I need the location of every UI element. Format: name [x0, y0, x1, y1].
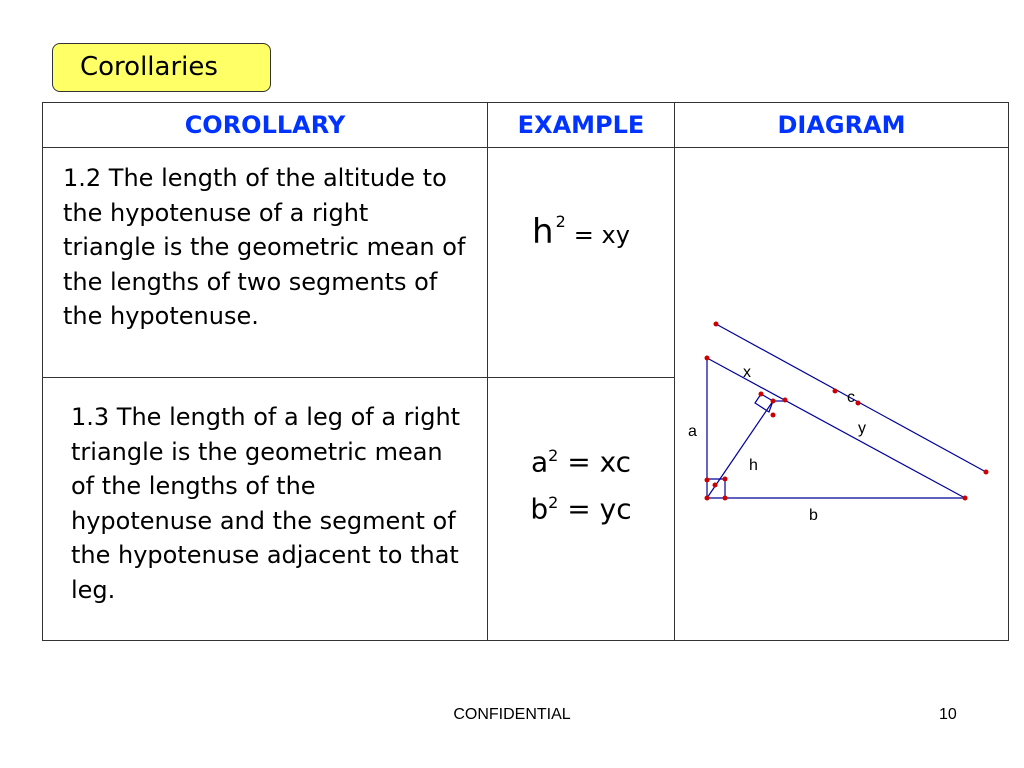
header-example: EXAMPLE [488, 103, 675, 148]
point [713, 483, 718, 488]
example-formula [488, 148, 674, 252]
footer-confidential: CONFIDENTIAL [453, 706, 571, 723]
header-corollary: COROLLARY [43, 103, 488, 148]
point [984, 470, 989, 475]
point [723, 496, 728, 501]
formula-rest: = xc [558, 445, 632, 479]
table-row [43, 148, 1009, 378]
point [705, 478, 710, 483]
slide-title-box [52, 43, 271, 92]
right-angle-mark-c [707, 479, 725, 498]
triangle-diagram [675, 148, 1009, 640]
point [714, 322, 719, 327]
diagram-cell [675, 148, 1009, 641]
point [771, 413, 776, 418]
corollary-text: 1.3 The length of a leg of a right triangle is the geometric mean of the lengths of the hypotenuse and the segment of the hypotenuse adjacent to that leg. [71, 403, 461, 604]
formula-exponent: 2 [548, 492, 559, 512]
point [705, 356, 710, 361]
formula-rest: = yc [558, 492, 632, 526]
example-formulas [488, 378, 674, 529]
label-h: h [749, 457, 758, 474]
formula-line [488, 436, 674, 482]
point [759, 392, 764, 397]
label-x: x [743, 364, 751, 381]
label-y: y [858, 420, 866, 437]
altitude-right-angle-mark [755, 394, 773, 412]
table-header-row [43, 103, 1009, 148]
header-diagram: DIAGRAM [675, 103, 1009, 148]
formula-exponent: 2 [548, 446, 559, 466]
point [963, 496, 968, 501]
point [783, 398, 788, 403]
formula-rest: = xy [573, 221, 630, 249]
formula-base: b [530, 492, 549, 526]
formula-base: a [530, 445, 549, 479]
point [856, 401, 861, 406]
example-cell [488, 148, 675, 378]
label-a: a [688, 423, 697, 440]
page-number: 10 [939, 706, 957, 723]
point [771, 399, 776, 404]
point [833, 389, 838, 394]
formula-exponent: 2 [555, 212, 566, 231]
label-b: b [809, 507, 818, 524]
point [705, 496, 710, 501]
example-cell [488, 378, 675, 641]
label-c: c [847, 389, 855, 406]
corollary-cell [43, 148, 488, 378]
corollary-table [42, 102, 1009, 641]
corollary-text: 1.2 The length of the altitude to the hypotenuse of a right triangle is the geometric mean of the lengths of two segments of the hypotenuse. [63, 164, 466, 330]
slide-title: Corollaries [80, 52, 218, 82]
corollary-cell [43, 378, 488, 641]
formula-line [488, 483, 674, 529]
formula-base: h [532, 212, 554, 252]
point [723, 477, 728, 482]
